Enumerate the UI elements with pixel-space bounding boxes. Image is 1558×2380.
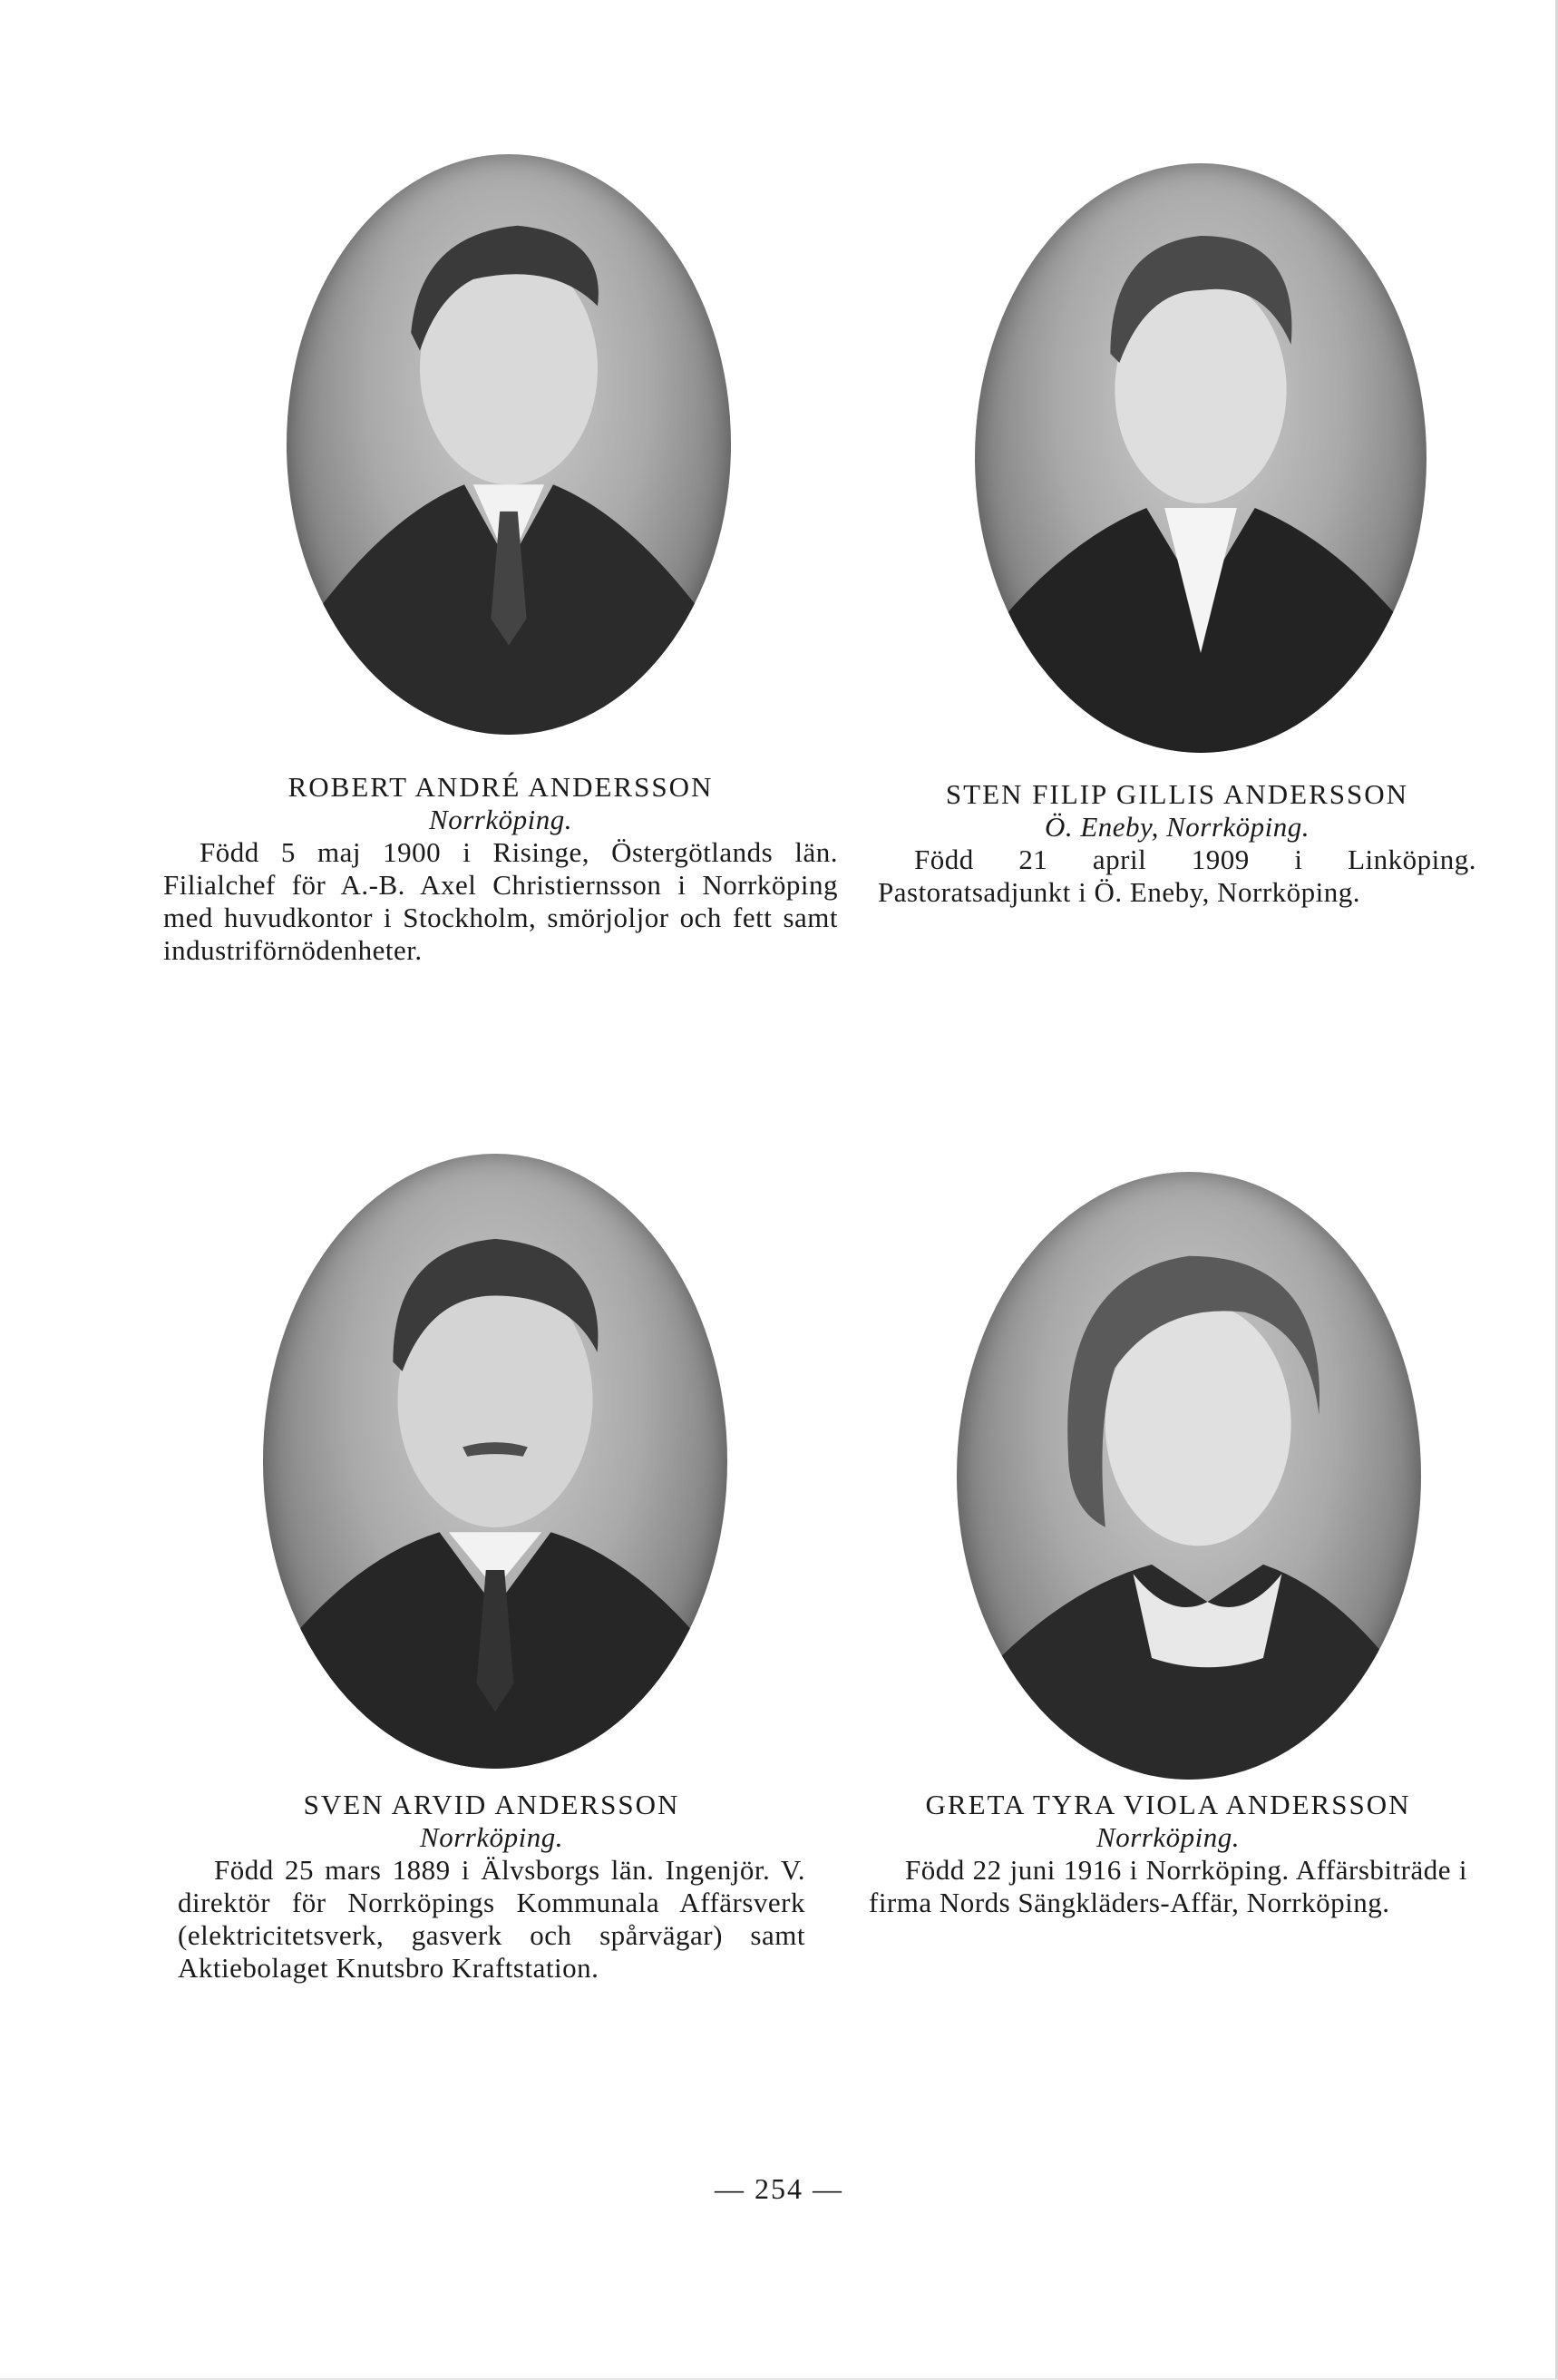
entry-name: SVEN ARVID ANDERSSON — [303, 1789, 680, 1820]
entry-bio: Född 22 juni 1916 i Norrköping. Affärsbiträde i firma Nords Sängkläders-Affär, Norrköping. — [869, 1854, 1467, 1918]
portrait-photo-greta — [957, 1172, 1421, 1780]
portrait-photo-sven — [263, 1154, 727, 1769]
portrait-photo-sten — [975, 163, 1427, 753]
entry-place: Norrköping. — [420, 1821, 563, 1853]
page-number: — 254 — — [715, 2172, 843, 2205]
portrait-young-man-clerical-collar-icon — [975, 163, 1427, 753]
entry-name: GRETA TYRA VIOLA ANDERSSON — [925, 1789, 1411, 1820]
entry-bio: Född 25 mars 1889 i Älvsborgs län. Ingenjör. V. direktör för Norrköpings Kommunala Affärsverk (elektricitetsverk, gasverk och spårvägar) samt Aktiebolaget Knutsbro Kraftstation. — [178, 1854, 805, 1984]
portrait-photo-robert — [287, 154, 731, 735]
entry-name: ROBERT ANDRÉ ANDERSSON — [287, 771, 714, 803]
portrait-woman-lace-collar-icon — [957, 1172, 1421, 1780]
entry-bio: Född 21 april 1909 i Linköping. Pastoratsadjunkt i Ö. Eneby, Norrköping. — [878, 844, 1476, 908]
entry-place: Norrköping. — [1096, 1821, 1240, 1853]
entry-place: Ö. Eneby, Norrköping. — [1044, 811, 1310, 843]
entry-place: Norrköping. — [429, 804, 572, 835]
portrait-man-mustache-tie-icon — [263, 1154, 727, 1769]
entry-bio: Född 5 maj 1900 i Risinge, Östergötlands län. Filialchef för A.-B. Axel Christiernsson i Norrköping med huvudkontor i Stockholm, smörjoljor och fett samt industriförnödenheter. — [163, 836, 838, 966]
entry-name: STEN FILIP GILLIS ANDERSSON — [945, 778, 1409, 810]
portrait-man-suit-tie-icon — [287, 154, 731, 735]
